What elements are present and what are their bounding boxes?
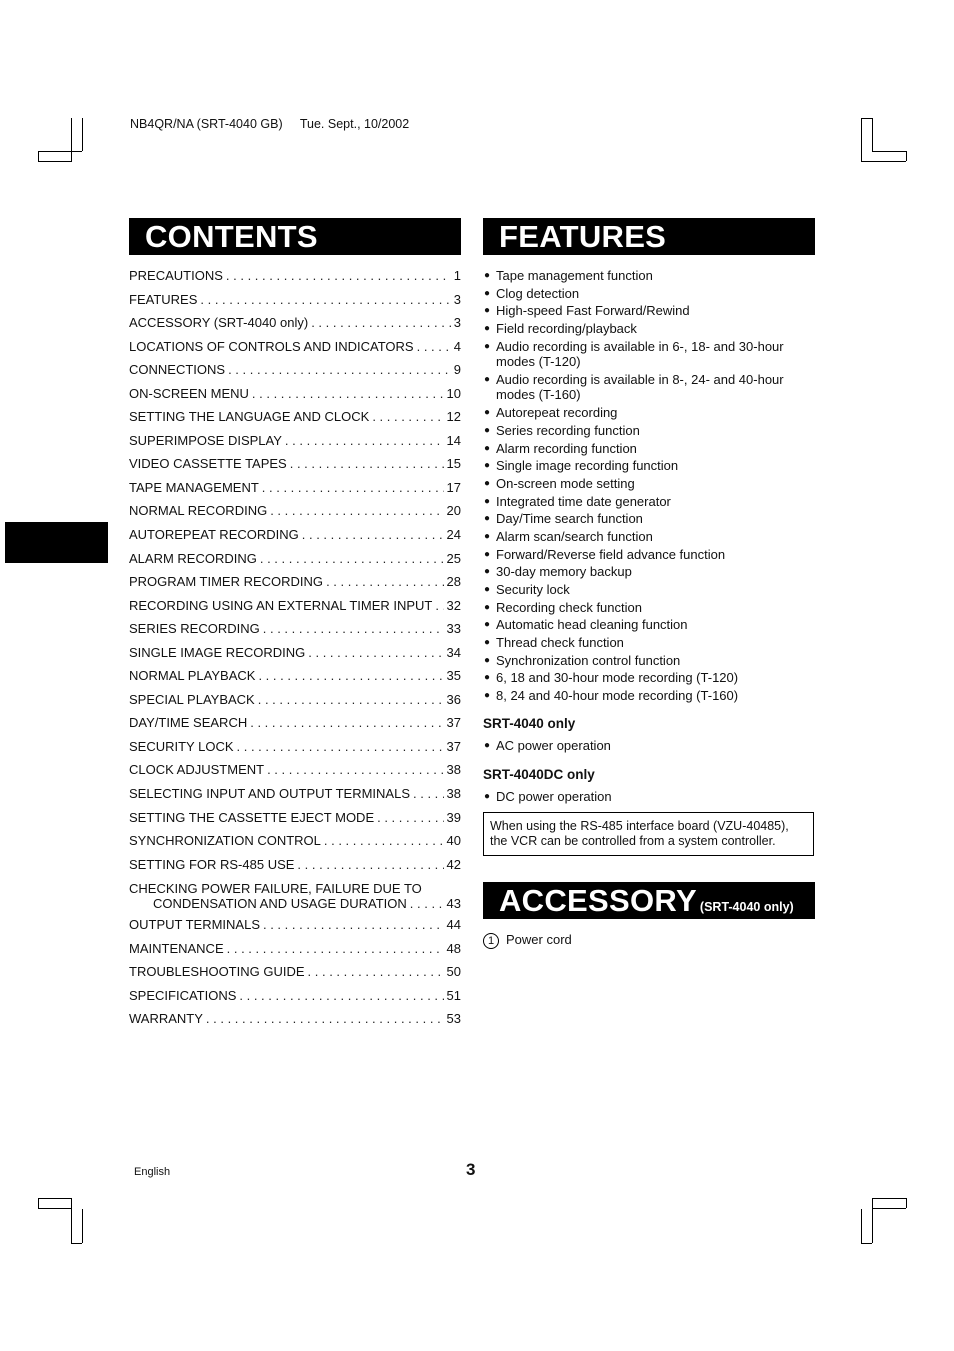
toc-leader xyxy=(258,692,444,707)
accessory-subtitle: (SRT-4040 only) xyxy=(699,900,794,914)
bullet-icon: ● xyxy=(484,477,491,489)
toc-leader xyxy=(252,386,444,401)
bullet-icon: ● xyxy=(484,637,491,649)
toc-entry xyxy=(129,810,461,834)
toc-label: SYNCHRONIZATION CONTROL xyxy=(129,833,321,849)
toc-entry xyxy=(129,362,461,386)
toc-entry xyxy=(129,598,461,622)
feature-item: ● Field recording/playback xyxy=(484,321,637,337)
toc-page: 34 xyxy=(446,644,461,660)
srt4040dc-heading: SRT-4040DC only xyxy=(483,767,595,782)
toc-page: 4 xyxy=(453,338,461,354)
feature-item: ● 6, 18 and 30-hour mode recording (T-120) xyxy=(484,670,739,686)
feature-item: ● Single image recording function xyxy=(484,458,679,474)
feature-item: ● Synchronization control function xyxy=(484,652,681,668)
toc-page: 50 xyxy=(446,964,461,980)
feature-item: ● Tape management function xyxy=(484,268,653,283)
contents-list xyxy=(129,268,461,1035)
toc-page: 37 xyxy=(446,738,461,754)
toc-leader xyxy=(324,833,444,848)
toc-entry xyxy=(129,668,461,692)
srt4040dc-list xyxy=(484,789,814,807)
toc-leader xyxy=(260,551,444,566)
toc-label: SECURITY LOCK xyxy=(129,738,234,754)
toc-page: 38 xyxy=(446,762,461,778)
bullet-icon: ● xyxy=(484,672,491,684)
toc-entry xyxy=(129,857,461,881)
list-item: ● DC power operation xyxy=(484,789,612,804)
toc-entry xyxy=(129,715,461,739)
toc-page: 20 xyxy=(446,503,461,519)
toc-label: CLOCK ADJUSTMENT xyxy=(129,762,265,778)
bullet-icon: ● xyxy=(484,601,491,613)
toc-entry xyxy=(129,1011,461,1035)
toc-entry xyxy=(129,527,461,551)
toc-page: 42 xyxy=(446,856,461,872)
toc-leader xyxy=(290,456,444,471)
page-number: 3 xyxy=(466,1160,476,1179)
toc-leader xyxy=(372,409,443,424)
feature-item: ● Autorepeat recording xyxy=(484,405,618,421)
toc-label: RECORDING USING AN EXTERNAL TIMER INPUT xyxy=(129,597,433,613)
toc-page: 3 xyxy=(453,315,461,331)
feature-item: ● Automatic head cleaning function xyxy=(484,617,688,633)
toc-page: 14 xyxy=(446,432,461,448)
bullet-icon: ● xyxy=(484,442,491,454)
toc-label: SPECIFICATIONS xyxy=(129,987,237,1003)
toc-label: SETTING THE CASSETTE EJECT MODE xyxy=(129,809,375,825)
toc-entry xyxy=(129,917,461,941)
toc-leader xyxy=(267,762,443,777)
document-header xyxy=(130,117,423,131)
toc-leader xyxy=(237,739,444,754)
toc-entry xyxy=(129,964,461,988)
bullet-icon: ● xyxy=(484,740,491,751)
toc-page: 53 xyxy=(446,1011,461,1027)
toc-label: PRECAUTIONS xyxy=(129,268,223,283)
toc-leader xyxy=(285,433,444,448)
toc-leader xyxy=(200,292,450,307)
toc-page: 17 xyxy=(446,479,461,495)
feature-item: ● Clog detection xyxy=(484,285,580,301)
toc-label: CONDENSATION AND USAGE DURATION xyxy=(153,896,407,912)
toc-leader xyxy=(326,574,443,589)
document-date: Tue. Sept., 10/2002 xyxy=(299,117,410,131)
document-code: NB4QR/NA (SRT-4040 GB) xyxy=(130,117,283,131)
toc-label: SETTING FOR RS-485 USE xyxy=(129,856,295,872)
toc-label: ON-SCREEN MENU xyxy=(129,385,249,401)
toc-page: 48 xyxy=(446,940,461,956)
feature-item: ● Recording check function xyxy=(484,599,642,615)
toc-entry xyxy=(129,645,461,669)
feature-item: ● Alarm recording function xyxy=(484,440,637,456)
toc-entry xyxy=(129,268,461,292)
toc-leader xyxy=(410,897,444,911)
feature-item: ● Alarm scan/search function xyxy=(484,528,653,544)
toc-label: AUTOREPEAT RECORDING xyxy=(129,527,299,543)
feature-item: ● Forward/Reverse field advance function xyxy=(484,546,726,562)
toc-entry xyxy=(129,456,461,480)
toc-leader xyxy=(262,480,444,495)
features-list xyxy=(484,268,814,706)
toc-label: WARRANTY xyxy=(129,1011,203,1027)
feature-item: ● Audio recording is available in 6-, 18- and 30-hour modes (T-120) xyxy=(484,338,784,370)
toc-label: OUTPUT TERMINALS xyxy=(129,917,260,933)
toc-leader xyxy=(297,857,443,872)
toc-entry xyxy=(129,833,461,857)
toc-page: 9 xyxy=(453,362,461,378)
toc-label: CONNECTIONS xyxy=(129,362,226,378)
toc-page: 43 xyxy=(446,896,461,912)
bullet-icon: ● xyxy=(484,270,491,281)
toc-entry xyxy=(129,739,461,763)
toc-leader xyxy=(263,621,444,636)
toc-label: DAY/TIME SEARCH xyxy=(129,715,248,731)
toc-leader xyxy=(311,315,451,330)
toc-label: NORMAL RECORDING xyxy=(129,503,268,519)
bullet-icon: ● xyxy=(484,305,491,317)
toc-leader xyxy=(413,786,444,801)
toc-label: NORMAL PLAYBACK xyxy=(129,668,256,684)
toc-page: 39 xyxy=(446,809,461,825)
toc-page: 28 xyxy=(446,574,461,590)
toc-entry xyxy=(129,881,461,911)
bullet-icon: ● xyxy=(484,340,491,352)
footer-language: English xyxy=(134,1166,171,1178)
toc-page: 37 xyxy=(446,715,461,731)
accessory-title: ACCESSORY (SRT-4040 only) xyxy=(483,882,815,919)
toc-entry xyxy=(129,480,461,504)
toc-label: FEATURES xyxy=(129,291,198,307)
toc-entry xyxy=(129,386,461,410)
toc-entry xyxy=(129,621,461,645)
toc-entry xyxy=(129,762,461,786)
toc-label: SPECIAL PLAYBACK xyxy=(129,691,255,707)
toc-page: 15 xyxy=(446,456,461,472)
bullet-icon: ● xyxy=(484,584,491,595)
contents-title: CONTENTS xyxy=(129,218,461,255)
feature-item: ● On-screen mode setting xyxy=(484,475,635,491)
bullet-icon: ● xyxy=(484,690,491,702)
feature-item: ● Security lock xyxy=(484,582,570,597)
toc-label: SINGLE IMAGE RECORDING xyxy=(129,644,306,660)
toc-entry xyxy=(129,409,461,433)
toc-leader xyxy=(228,362,451,377)
toc-label: SUPERIMPOSE DISPLAY xyxy=(129,432,282,448)
toc-page: 1 xyxy=(453,268,461,283)
toc-entry xyxy=(129,315,461,339)
toc-label: VIDEO CASSETTE TAPES xyxy=(129,456,287,472)
toc-label: SELECTING INPUT AND OUTPUT TERMINALS xyxy=(129,786,410,802)
toc-entry xyxy=(129,503,461,527)
section-tab-marker xyxy=(5,522,108,563)
toc-entry xyxy=(129,786,461,810)
bullet-icon: ● xyxy=(484,373,491,385)
feature-item: ● Integrated time date generator xyxy=(484,493,671,509)
feature-item: ● 30-day memory backup xyxy=(484,564,632,580)
srt4040-heading: SRT-4040 only xyxy=(483,716,576,731)
toc-entry xyxy=(129,551,461,575)
bullet-icon: ● xyxy=(484,323,491,335)
toc-leader xyxy=(239,988,443,1003)
toc-entry xyxy=(129,574,461,598)
toc-entry xyxy=(129,941,461,965)
toc-label: CHECKING POWER FAILURE, FAILURE DUE TO xyxy=(129,881,422,897)
toc-label: PROGRAM TIMER RECORDING xyxy=(129,574,324,590)
toc-page: 38 xyxy=(446,786,461,802)
rs485-note: When using the RS-485 interface board (VZU-40485), the VCR can be controlled from a system controller. xyxy=(483,812,814,856)
toc-page: 12 xyxy=(446,409,461,425)
feature-item: ● Series recording function xyxy=(484,422,640,438)
toc-leader xyxy=(226,268,451,283)
toc-entry xyxy=(129,988,461,1012)
feature-item: ● High-speed Fast Forward/Rewind xyxy=(484,303,690,319)
bullet-icon: ● xyxy=(484,548,491,560)
bullet-icon: ● xyxy=(484,619,491,631)
toc-page: 40 xyxy=(446,833,461,849)
bullet-icon: ● xyxy=(484,791,491,802)
accessory-item: 1 Power cord xyxy=(483,932,572,949)
toc-leader xyxy=(308,645,443,660)
toc-page: 44 xyxy=(446,917,461,933)
toc-leader xyxy=(206,1011,444,1026)
toc-leader xyxy=(263,917,444,932)
toc-page: 33 xyxy=(446,621,461,637)
toc-entry xyxy=(129,339,461,363)
bullet-icon: ● xyxy=(484,407,491,419)
toc-entry xyxy=(129,292,461,316)
toc-page: 25 xyxy=(446,550,461,566)
toc-label: ACCESSORY (SRT-4040 only) xyxy=(129,315,309,331)
feature-item: ● 8, 24 and 40-hour mode recording (T-160) xyxy=(484,688,739,704)
toc-page: 24 xyxy=(446,527,461,543)
toc-page: 10 xyxy=(446,385,461,401)
toc-page: 3 xyxy=(453,291,461,307)
toc-page: 36 xyxy=(446,691,461,707)
bullet-icon: ● xyxy=(484,513,491,525)
bullet-icon: ● xyxy=(484,654,491,666)
toc-leader xyxy=(270,503,443,518)
toc-label: MAINTENANCE xyxy=(129,940,224,956)
toc-page: 32 xyxy=(446,597,461,613)
bullet-icon: ● xyxy=(484,495,491,507)
toc-leader xyxy=(377,810,443,825)
toc-page: 51 xyxy=(446,987,461,1003)
feature-item: ● Audio recording is available in 8-, 24- and 40-hour modes (T-160) xyxy=(484,371,784,403)
toc-leader xyxy=(435,598,443,613)
srt4040-list xyxy=(484,738,814,756)
toc-label: LOCATIONS OF CONTROLS AND INDICATORS xyxy=(129,338,414,354)
toc-leader xyxy=(227,941,444,956)
feature-item: ● Thread check function xyxy=(484,635,624,651)
bullet-icon: ● xyxy=(484,460,491,472)
toc-label: TAPE MANAGEMENT xyxy=(129,479,259,495)
toc-label: ALARM RECORDING xyxy=(129,550,257,566)
toc-label: SERIES RECORDING xyxy=(129,621,260,637)
toc-label: SETTING THE LANGUAGE AND CLOCK xyxy=(129,409,370,425)
toc-entry xyxy=(129,692,461,716)
circled-number: 1 xyxy=(483,933,499,949)
list-item: ● AC power operation xyxy=(484,738,611,753)
toc-entry xyxy=(129,433,461,457)
bullet-icon: ● xyxy=(484,530,491,542)
bullet-icon: ● xyxy=(484,424,491,436)
features-title: FEATURES xyxy=(483,218,815,255)
toc-leader xyxy=(250,715,443,730)
toc-page: 35 xyxy=(446,668,461,684)
feature-item: ● Day/Time search function xyxy=(484,511,643,527)
bullet-icon: ● xyxy=(484,287,491,299)
bullet-icon: ● xyxy=(484,566,491,578)
toc-label: TROUBLESHOOTING GUIDE xyxy=(129,964,305,980)
toc-leader xyxy=(308,964,444,979)
toc-leader xyxy=(417,339,451,354)
toc-leader xyxy=(258,668,443,683)
toc-leader xyxy=(302,527,444,542)
